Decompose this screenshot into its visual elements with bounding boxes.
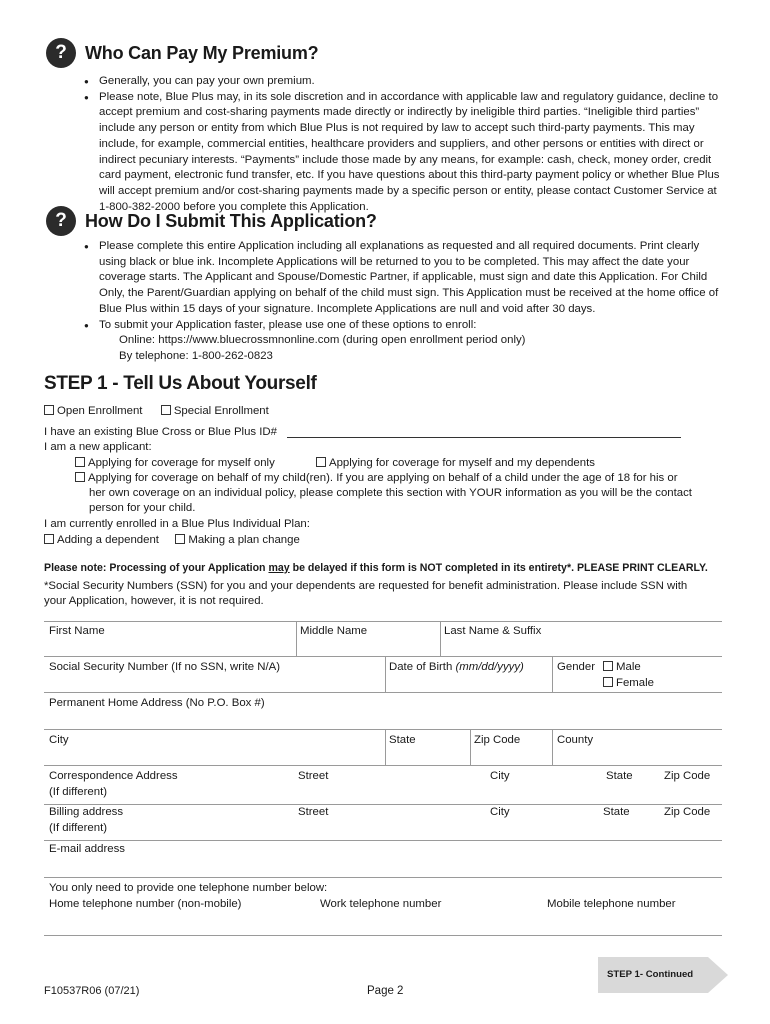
dob-format: (mm/dd/yyyy) — [455, 661, 524, 673]
section-how-submit-header — [46, 206, 377, 236]
corr-if-different: (If different) — [49, 786, 108, 798]
divider — [44, 729, 722, 730]
divider — [44, 840, 722, 841]
adding-dependent-checkbox[interactable] — [44, 534, 54, 544]
middle-name-field[interactable]: Middle Name — [300, 625, 368, 637]
dob-field[interactable] — [389, 660, 524, 676]
corr-state-field[interactable]: State — [606, 770, 633, 782]
open-enrollment-label: Open Enrollment — [57, 405, 143, 417]
billing-city-field[interactable]: City — [490, 806, 510, 818]
divider — [44, 765, 722, 766]
page-number: Page 2 — [367, 985, 404, 997]
who-can-pay-list — [84, 74, 728, 216]
divider — [44, 935, 722, 936]
special-enrollment-checkbox[interactable] — [161, 405, 171, 415]
list-item: ● To submit your Application faster, please use one of these options to enroll: — [84, 318, 728, 334]
plan-change-checkbox[interactable] — [175, 534, 185, 544]
divider — [552, 656, 553, 692]
divider — [440, 621, 441, 656]
enroll-phone: By telephone: 1-800-262-0823 — [119, 350, 273, 363]
divider — [296, 621, 297, 656]
phone-intro: You only need to provide one telephone number below: — [49, 882, 328, 894]
city-field[interactable]: City — [49, 734, 69, 746]
billing-state-field[interactable]: State — [603, 806, 630, 818]
zip-field[interactable]: Zip Code — [474, 734, 521, 746]
enrolled-options-row — [44, 533, 300, 549]
enroll-online: Online: https://www.bluecrossmnonline.com (during open enrollment period only) — [119, 334, 526, 347]
ssn-note-line2: your Application, however, it is not required. — [44, 595, 264, 607]
divider — [44, 692, 722, 693]
applicant-type-row — [75, 456, 275, 472]
gender-label: Gender — [557, 661, 595, 673]
corr-address-label: Correspondence Address — [49, 770, 178, 782]
list-item: ● Please complete this entire Application including all explanations as requested and all required documents. Print clearly using black or blue ink. Incomplete Applications will be returned to you to be completed. This may affect the date your coverage starts. The Applicant and Spouse/Domestic Partner, if applicable, must sign and date this Application. For Child Only, the Parent/Guardian applying on behalf of the child must sign. This Application must be received at the home office of Blue Plus within 15 days of your signature. Incomplete Applications are null and void after 30 days. — [84, 239, 728, 318]
myself-dependents-label: Applying for coverage for myself and my dependents — [329, 457, 595, 469]
male-checkbox[interactable] — [603, 661, 613, 671]
divider — [44, 656, 722, 657]
plan-change-label: Making a plan change — [188, 534, 300, 546]
step1-title: STEP 1 - Tell Us About Yourself — [44, 373, 317, 394]
existing-id-label: I have an existing Blue Cross or Blue Plus ID# — [44, 426, 277, 438]
billing-address-label: Billing address — [49, 806, 124, 818]
divider — [385, 729, 386, 765]
special-enrollment-label: Special Enrollment — [173, 405, 269, 417]
billing-zip-field[interactable]: Zip Code — [664, 806, 711, 818]
mobile-phone-field[interactable]: Mobile telephone number — [547, 898, 676, 910]
last-name-field[interactable]: Last Name & Suffix — [444, 625, 542, 637]
currently-enrolled-label: I am currently enrolled in a Blue Plus Individual Plan: — [44, 518, 310, 530]
myself-dependents-checkbox[interactable] — [316, 457, 326, 467]
gender-male-option — [603, 660, 641, 676]
existing-id-row — [44, 425, 277, 441]
home-address-field[interactable]: Permanent Home Address (No P.O. Box #) — [49, 697, 265, 709]
behalf-label-line3: person for your child. — [89, 502, 196, 514]
dob-label: Date of Birth — [389, 661, 453, 673]
list-item: ● Generally, you can pay your own premium. — [84, 74, 728, 90]
note-may: may — [268, 562, 290, 574]
step-continued-label: STEP 1- Continued — [607, 969, 694, 980]
home-phone-field[interactable]: Home telephone number (non-mobile) — [49, 898, 242, 910]
divider — [385, 656, 386, 692]
divider — [44, 877, 722, 878]
form-id: F10537R06 (07/21) — [44, 985, 140, 997]
billing-if-different: (If different) — [49, 822, 108, 834]
section-title: Who Can Pay My Premium? — [85, 42, 319, 63]
adding-dependent-label: Adding a dependent — [57, 534, 159, 546]
email-field[interactable]: E-mail address — [49, 843, 125, 855]
male-label: Male — [616, 661, 641, 673]
behalf-label-line2: her own coverage on an individual policy, please complete this section with YOUR information as you will be the contact — [89, 487, 692, 499]
corr-street-field[interactable]: Street — [298, 770, 329, 782]
first-name-field[interactable]: First Name — [49, 625, 105, 637]
behalf-option — [75, 471, 678, 487]
female-label: Female — [616, 677, 654, 689]
divider — [44, 621, 722, 622]
work-phone-field[interactable]: Work telephone number — [320, 898, 442, 910]
new-applicant-label: I am a new applicant: — [44, 441, 152, 453]
state-field[interactable]: State — [389, 734, 416, 746]
section-who-can-pay-header — [46, 38, 318, 68]
female-checkbox[interactable] — [603, 677, 613, 687]
ssn-note-line1: *Social Security Numbers (SSN) for you and your dependents are requested for benefit administration. Please include SSN with — [44, 580, 688, 592]
open-enrollment-checkbox[interactable] — [44, 405, 54, 415]
note-prefix: Please note: Processing of your Application — [44, 562, 269, 574]
enrollment-type-row — [44, 404, 269, 420]
billing-street-field[interactable]: Street — [298, 806, 329, 818]
question-icon: ? — [46, 206, 76, 236]
gender-female-option — [603, 676, 654, 692]
how-submit-list — [84, 239, 728, 365]
processing-note — [44, 561, 708, 576]
corr-city-field[interactable]: City — [490, 770, 510, 782]
question-icon: ? — [46, 38, 76, 68]
behalf-label-line1: Applying for coverage on behalf of my child(ren). If you are applying on behalf of a child under the age of 18 for his or — [88, 472, 678, 484]
divider — [552, 729, 553, 765]
ssn-field[interactable]: Social Security Number (If no SSN, write N/A) — [49, 661, 281, 673]
note-suffix: be delayed if this form is NOT completed in its entirety*. PLEASE PRINT CLEARLY. — [289, 562, 708, 574]
myself-only-label: Applying for coverage for myself only — [88, 457, 275, 469]
myself-only-checkbox[interactable] — [75, 457, 85, 467]
county-field[interactable]: County — [557, 734, 594, 746]
behalf-checkbox[interactable] — [75, 472, 85, 482]
existing-id-field[interactable] — [287, 437, 681, 438]
divider — [470, 729, 471, 765]
section-title: How Do I Submit This Application? — [85, 210, 377, 231]
corr-zip-field[interactable]: Zip Code — [664, 770, 711, 782]
list-item: ● Please note, Blue Plus may, in its sole discretion and in accordance with applicable law and regulatory guidance, decline to accept premium and cost-sharing payments made directly or indirectly by ineligible third parties. “Ineligible third parties” include any person or entity from which Blue Plus is not required by law to accept such third-party payments. This may include, for example, commercial entities, healthcare providers and suppliers, and other persons or entities with direct or indirect pecuniary interests. “Payments” include those made by any means, for example: cash, check, money order, credit card payment, electronic fund transfer, etc. If you have questions about this third-party payment policy or whether Blue Plus will accept premium and/or cost-sharing payments made by a specific person or entity, please contact Customer Service at 1-800-382-2000 before you complete this Application. — [84, 90, 728, 216]
myself-dependents-option — [316, 456, 595, 472]
